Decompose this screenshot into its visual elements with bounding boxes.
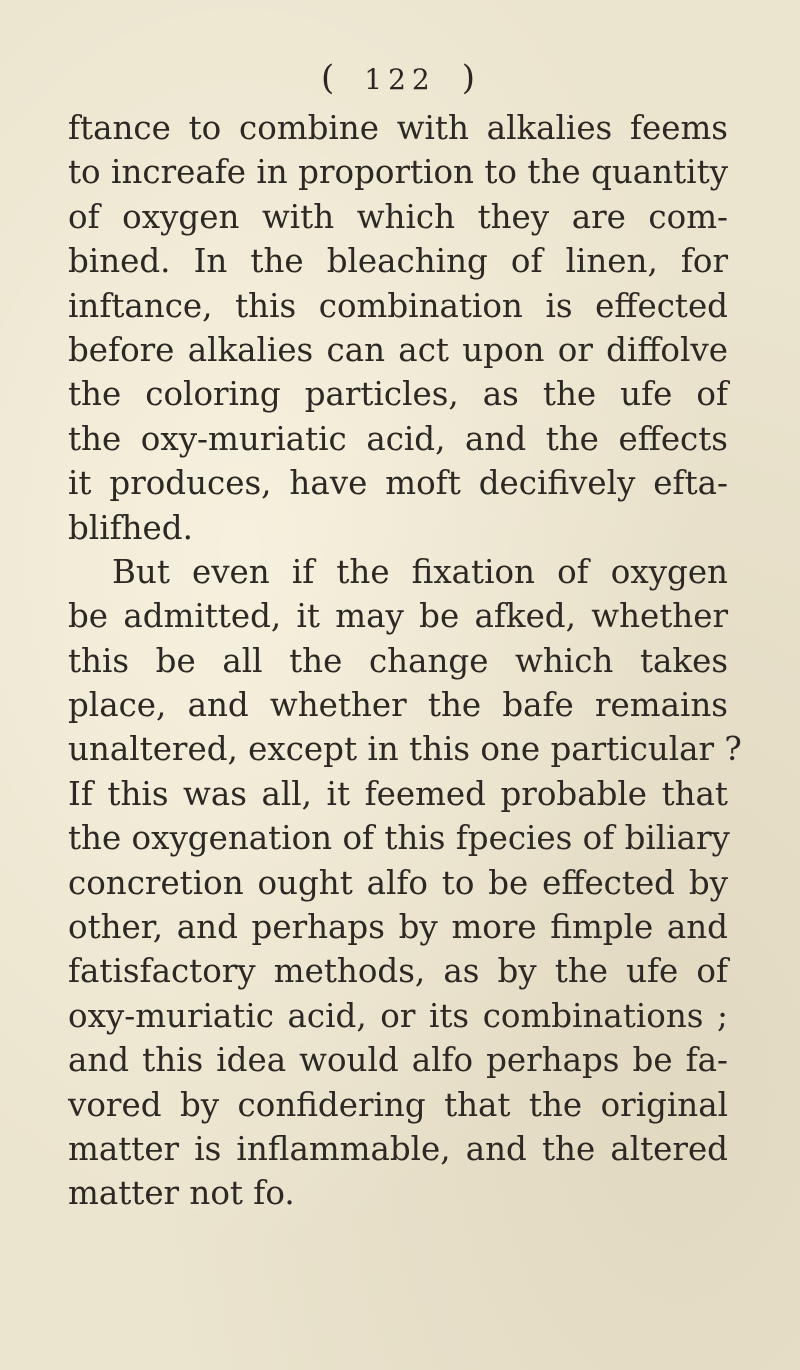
text-line: other, and perhaps by more fimple and [68, 908, 728, 947]
text-line: vored by confidering that the original [68, 1085, 728, 1124]
text-line: inftance, this combination is effected [68, 286, 728, 325]
text-line: place, and whether the bafe remains [68, 686, 728, 725]
text-line: bined. In the bleaching of linen, for [68, 242, 728, 281]
text-line: If this was all, it feemed probable that [68, 774, 728, 813]
text-line: the oxygenation of this fpecies of biliary [68, 819, 730, 858]
header-open-paren: ( [321, 58, 339, 98]
text-line: unaltered, except in this one particular ? [68, 730, 742, 769]
text-line: of oxygen with which they are com- [68, 197, 728, 236]
text-line: oxy-muriatic acid, or its combinations ; [68, 996, 728, 1035]
text-line: and this idea would alfo perhaps be fa- [68, 1041, 728, 1080]
page-header [0, 58, 800, 98]
text-line: it produces, have moft decifively efta- [68, 464, 728, 503]
text-line: fatisfactory methods, as by the ufe of [68, 952, 728, 991]
text-line: before alkalies can act upon or diffolve [68, 330, 728, 369]
text-line: to increafe in proportion to the quantity [68, 153, 728, 192]
paragraph-start-line: But even if the fixation of oxygen [112, 552, 728, 591]
text-line: blifhed. [68, 508, 193, 547]
text-line: ftance to combine with alkalies feems [68, 109, 728, 147]
text-line: matter not fo. [68, 1174, 295, 1213]
text-line: be admitted, it may be afked, whether [68, 597, 728, 636]
text-line: the coloring particles, as the ufe of [68, 375, 728, 414]
text-line: matter is inflammable, and the altered [68, 1129, 728, 1168]
text-line: the oxy-muriatic acid, and the effects [68, 419, 728, 458]
page-number: 122 [364, 63, 436, 96]
text-line: this be all the change which takes [68, 641, 728, 680]
header-close-paren: ) [461, 58, 479, 98]
text-line: concretion ought alfo to be effected by [68, 863, 728, 902]
body-text [68, 106, 742, 1216]
